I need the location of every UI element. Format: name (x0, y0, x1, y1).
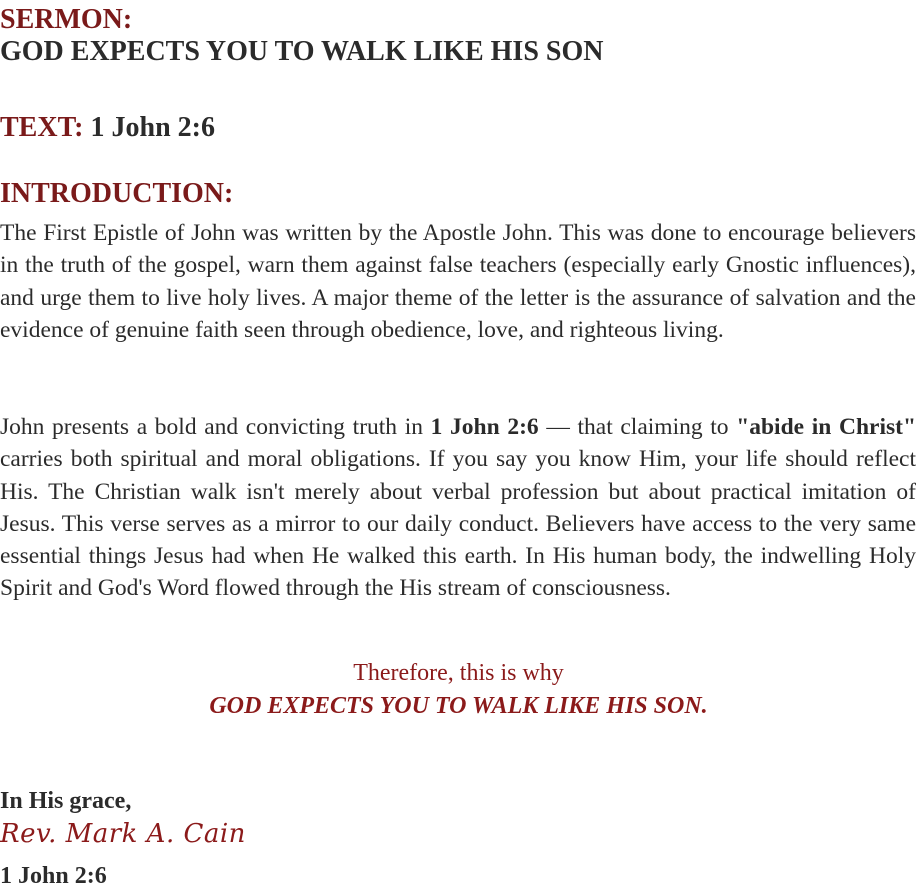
paragraph-2-reference: 1 John 2:6 (430, 414, 539, 440)
conclusion-title: GOD EXPECTS YOU TO WALK LIKE HIS SON. (209, 693, 708, 719)
conclusion-lead: Therefore, this is why (353, 660, 564, 686)
signature: Rev. Mark A. Cain (0, 819, 246, 849)
paragraph-2-quote: "abide in Christ" (736, 414, 917, 440)
paragraph-2-text-b: — that claiming to (538, 414, 737, 440)
sermon-header (0, 4, 603, 68)
introduction-paragraph-1: The First Epistle of John was written by the Apostle John. This was done to encourage believers in the truth of the gospel, warn them against false teachers (especially early Gnostic influences), and urge them to live holy lives. A major theme of the letter is the assurance of salvation and the evidence of genuine faith seen through obedience, love, and righteous living. (0, 220, 916, 343)
paragraph-2-text-c: carries both spiritual and moral obligations. If you say you know Him, your life should reflect His. The Christian walk isn't merely about verbal profession but about practical imitation of Jesus. This verse serves as a mirror to our daily conduct. Believers have access to the very same essential things Jesus had when He walked this earth. In His human body, the indwelling Holy Spirit and God's Word flowed through the His stream of consciousness. (0, 446, 916, 602)
text-label: TEXT: (0, 112, 84, 143)
introduction-label: INTRODUCTION: (0, 178, 234, 209)
paragraph-2-text-a: John presents a bold and convicting truth in (0, 414, 431, 440)
text-reference: 1 John 2:6 (90, 112, 215, 143)
sermon-label: SERMON: (0, 4, 133, 35)
closing-greeting: In His grace, (0, 788, 132, 814)
introduction-paragraph-2 (0, 411, 916, 605)
sermon-title: GOD EXPECTS YOU TO WALK LIKE HIS SON (0, 36, 604, 67)
text-reference-line (0, 112, 215, 144)
closing-reference: 1 John 2:6 (0, 863, 107, 889)
